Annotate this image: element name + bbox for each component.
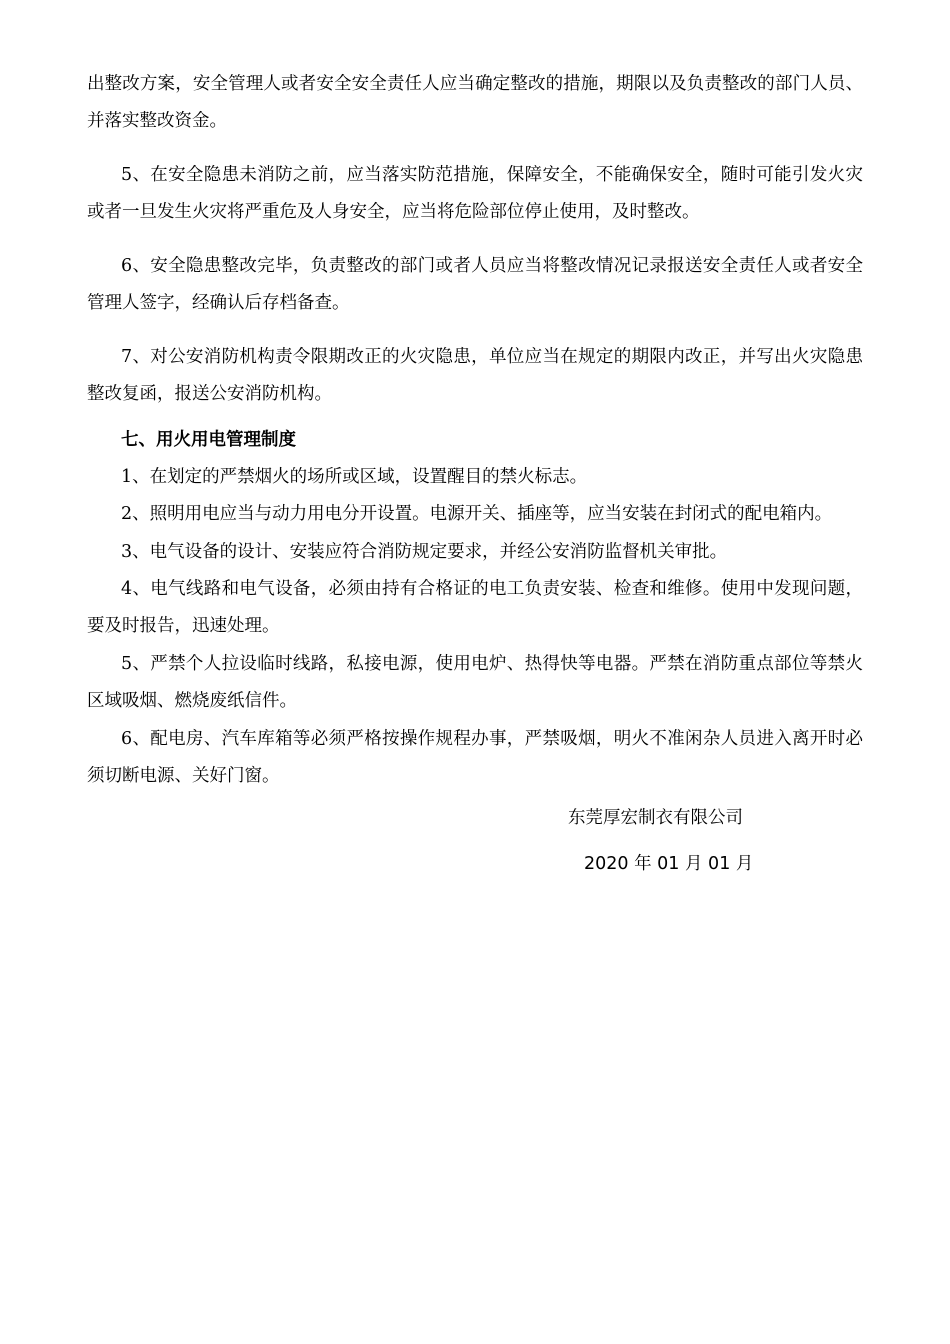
paragraph-item-6: 6、安全隐患整改完毕，负责整改的部门或者人员应当将整改情况记录报送安全责任人或者安全管理人签字，经确认后存档备查。	[87, 256, 863, 313]
paragraph-continuation: 出整改方案，安全管理人或者安全安全责任人应当确定整改的措施，期限以及负责整改的部门人员、并落实整改资金。	[87, 74, 863, 131]
document-body	[87, 66, 863, 804]
section-heading: 七、用火用电管理制度	[121, 430, 296, 450]
paragraph-item-5: 5、在安全隐患未消防之前，应当落实防范措施，保障安全，不能确保安全，随时可能引发火灾或者一旦发生火灾将严重危及人身安全，应当将危险部位停止使用，及时整改。	[87, 165, 863, 222]
section-item-1: 1、在划定的严禁烟火的场所或区域，设置醒目的禁火标志。	[121, 467, 588, 487]
section-item-4: 4、电气线路和电气设备，必须由持有合格证的电工负责安装、检查和维修。使用中发现问题，要及时报告，迅速处理。	[87, 579, 863, 636]
paragraph-item-7: 7、对公安消防机构责令限期改正的火灾隐患，单位应当在规定的期限内改正，并写出火灾隐患整改复函，报送公安消防机构。	[87, 347, 863, 404]
section-item-5: 5、严禁个人拉设临时线路，私接电源，使用电炉、热得快等电器。严禁在消防重点部位等禁火区域吸烟、燃烧废纸信件。	[87, 654, 863, 711]
signature-company: 东莞厚宏制衣有限公司	[568, 808, 743, 828]
section-item-2: 2、照明用电应当与动力用电分开设置。电源开关、插座等，应当安装在封闭式的配电箱内。	[121, 504, 833, 524]
section-item-6: 6、配电房、汽车库箱等必须严格按操作规程办事，严禁吸烟，明火不准闲杂人员进入离开时必须切断电源、关好门窗。	[87, 729, 863, 786]
signature-date: 2020 年 01 月 01 月	[584, 854, 754, 874]
section-item-3: 3、电气设备的设计、安装应符合消防规定要求，并经公安消防监督机关审批。	[121, 542, 728, 562]
